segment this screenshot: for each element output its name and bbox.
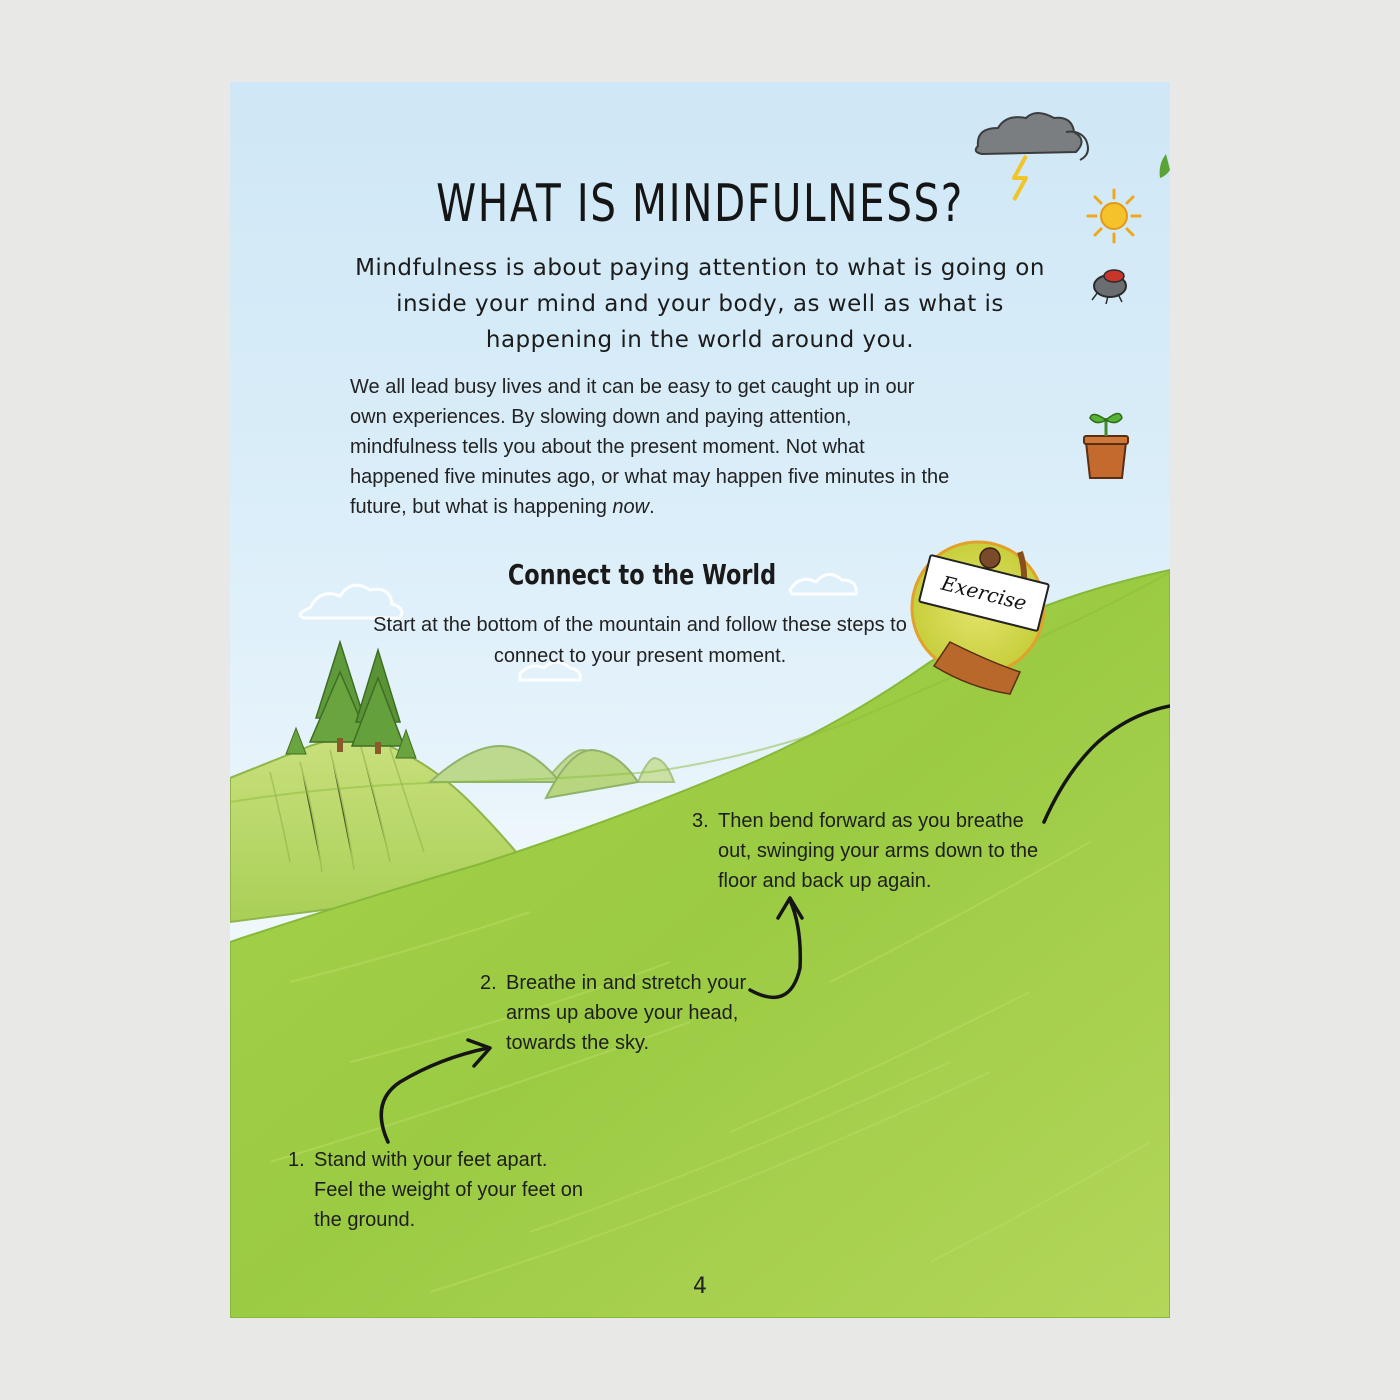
step-number: 1. [288,1149,305,1171]
step-2 [480,968,770,1058]
page-title: WHAT IS MINDFULNESS? [436,174,964,234]
body-emphasis: now [612,496,650,518]
middle-mound [430,746,560,782]
step-text: Stand with your feet apart. Feel the weight of your feet on the ground. [314,1149,584,1231]
sun-icon [1088,190,1140,242]
plant-pot-icon [1084,413,1128,478]
beetle-icon [1092,270,1126,304]
step-number: 2. [480,972,497,994]
exercise-intro: Start at the bottom of the mountain and follow these steps to connect to your present moment. [373,614,907,667]
exercise-badge-label: Exercise [918,554,1050,633]
step-number: 3. [692,810,709,832]
lead-paragraph: Mindfulness is about paying attention to what is going on inside your mind and your body, as well as what is happening in the world around you. [355,255,1045,353]
body-text: We all lead busy lives and it can be easy to get caught up in our own experiences. By slowing down and paying attention, mindfulness tells you about the present moment. Not what happened five minutes ago, or what may happen five minutes in the future, but what is happening [350,376,950,518]
leaf-edge [1160,154,1170,178]
body-end: . [649,496,655,518]
page-number: 4 [693,1274,707,1299]
book-page [230,82,1170,1318]
step-3 [692,806,1062,896]
step-text: Breathe in and stretch your arms up above your head, towards the sky. [506,972,747,1054]
exercise-heading: Connect to the World [507,558,777,591]
step-text: Then bend forward as you breathe out, swinging your arms down to the floor and back up again. [718,810,1039,892]
body-paragraph [350,372,950,522]
step-1 [288,1145,588,1235]
